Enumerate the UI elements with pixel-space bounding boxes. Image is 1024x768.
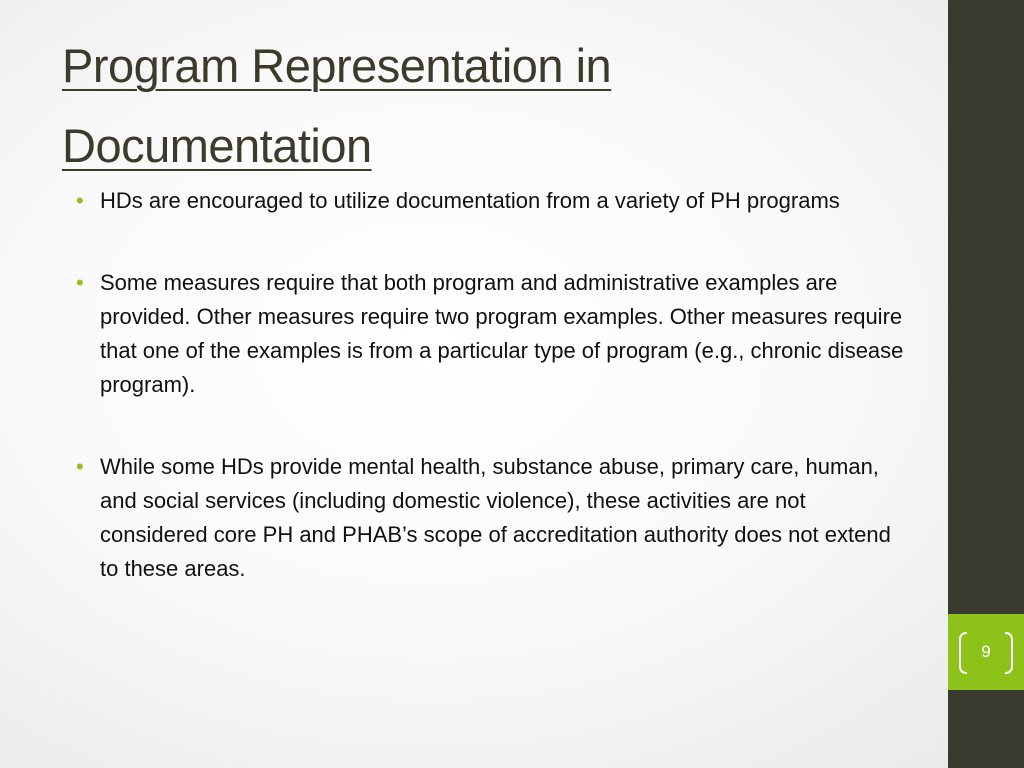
- bullet-text: While some HDs provide mental health, substance abuse, primary care, human, and social services (including domestic violence), these activities are not considered core PH and PHAB’s scope of accreditation authority does not extend to these areas.: [100, 454, 891, 581]
- bullet-text: Some measures require that both program and administrative examples are provided. Other measures require two program examples. Other measures require that one of the examples is from a particular type of program (e.g., chronic disease program).: [100, 270, 904, 397]
- slide-title-line-2: Documentation: [62, 119, 372, 172]
- bullet-dot-icon: •: [76, 270, 84, 295]
- slide-title-line-1: Program Representation in: [62, 39, 612, 92]
- slide-title: [62, 26, 922, 186]
- bullet-item: [76, 184, 906, 218]
- bullet-item: [76, 450, 906, 586]
- bullet-list: [76, 184, 906, 586]
- bullet-dot-icon: •: [76, 188, 84, 213]
- page-number-badge: [948, 614, 1024, 690]
- right-bracket-icon: [1005, 632, 1013, 674]
- bullet-dot-icon: •: [76, 454, 84, 479]
- bullet-text: HDs are encouraged to utilize documentation from a variety of PH programs: [100, 188, 840, 213]
- page-number: 9: [981, 642, 991, 661]
- bullet-item: [76, 266, 906, 402]
